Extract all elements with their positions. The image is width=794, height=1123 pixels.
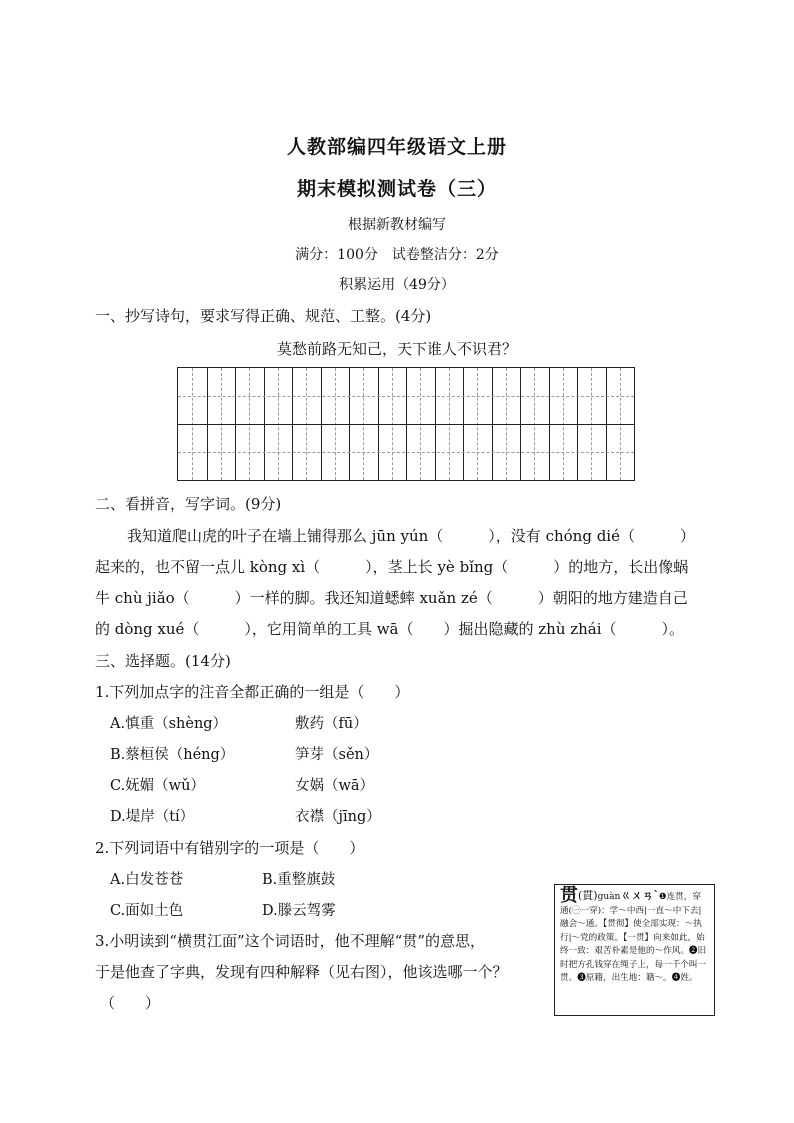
source-note: 根据新教材编写 xyxy=(348,217,446,233)
score-line: 满分：100分 试卷整洁分：2分 xyxy=(295,247,499,263)
q3-1-option-b: B.蔡桓侯（héng） xyxy=(110,747,235,763)
page-subtitle: 期末模拟测试卷（三） xyxy=(296,178,497,200)
q1-heading: 一、抄写诗句，要求写得正确、规范、工整。(4分) xyxy=(95,307,432,325)
dict-zhuyin: ㄍㄨㄢˋ xyxy=(620,889,659,902)
part-title: 积累运用（49分） xyxy=(339,277,455,293)
q2-line-2: 起来的，也不留一点儿 kòng xì（ ），茎上长 yè bǐng（ ）的地方，长出像蜗 xyxy=(95,558,689,576)
q3-1-option-d2: 衣襟（jīng） xyxy=(295,809,381,825)
q3-2-option-c: C.面如土色 xyxy=(110,903,184,919)
poem-line: 莫愁前路无知己，天下谁人不识君？ xyxy=(276,340,517,358)
q3-1-option-d: D.堤岸（tí） xyxy=(110,809,195,825)
q2-heading: 二、看拼音，写字词。(9分) xyxy=(95,495,282,513)
q3-1-option-b2: 笋芽（sěn） xyxy=(295,747,379,763)
q3-3-answer-blank: （ ） xyxy=(100,994,161,1012)
q3-1-option-c2: 女娲（wā） xyxy=(295,778,375,794)
writing-grid[interactable] xyxy=(177,367,635,481)
dict-traditional: (貫) xyxy=(578,889,598,902)
grid-guide-line xyxy=(178,452,634,453)
q2-line-1: 我知道爬山虎的叶子在墙上铺得那么 jūn yún（ ），没有 chóng dié（ ） xyxy=(127,527,695,545)
q3-1-option-c: C.妩媚（wǔ） xyxy=(110,778,205,794)
q2-line-4: 的 dòng xué（ ），它用简单的工具 wā（ ）掘出隐藏的 zhù zhái（ ）。 xyxy=(95,620,685,638)
q3-heading: 三、选择题。(14分) xyxy=(95,652,231,670)
q3-3-line-2: 于是他查了字典，发现有四种解释（见右图），他该选哪一个？ xyxy=(95,963,508,981)
grid-guide-line xyxy=(178,396,634,397)
dict-pinyin: guàn xyxy=(597,892,621,902)
q3-2-stem: 2.下列词语中有错别字的一项是（ ） xyxy=(95,839,365,857)
dict-headword: 贯 xyxy=(560,885,578,906)
q3-1-option-a: A.慎重（shèng） xyxy=(110,716,228,732)
page-title: 人教部编四年级语文上册 xyxy=(286,136,507,158)
q3-3-line-1: 3.小明读到“横贯江面”这个词语时，他不理解“贯”的意思， xyxy=(95,932,485,950)
dictionary-excerpt xyxy=(554,884,715,1016)
q3-1-option-a2: 敷药（fū） xyxy=(295,716,368,732)
q2-line-3: 牛 chù jiǎo（ ）一样的脚。我还知道蟋蟀 xuǎn zé（ ）朝阳的地方建造自己 xyxy=(95,589,688,607)
q3-2-option-d: D.滕云驾雾 xyxy=(262,903,336,919)
dict-definition: ❶连贯，穿通(㊀一穿)：学～中西|一直～中下去|融会～通。【贯彻】使全部实现：～执行|～党的政策。【一贯】向来如此，始终一致：艰苦朴素是他的～作风。❷旧时把方孔钱穿在绳子上，每一千个叫一贯。❸原籍，出生地：籍～。❹姓。 xyxy=(560,892,707,983)
q3-1-stem: 1.下列加点字的注音全都正确的一组是（ ） xyxy=(95,683,410,701)
q3-2-option-a: A.白发苍苍 xyxy=(110,872,184,888)
q3-2-option-b: B.重整旗鼓 xyxy=(262,872,336,888)
grid-row-line xyxy=(178,424,634,425)
